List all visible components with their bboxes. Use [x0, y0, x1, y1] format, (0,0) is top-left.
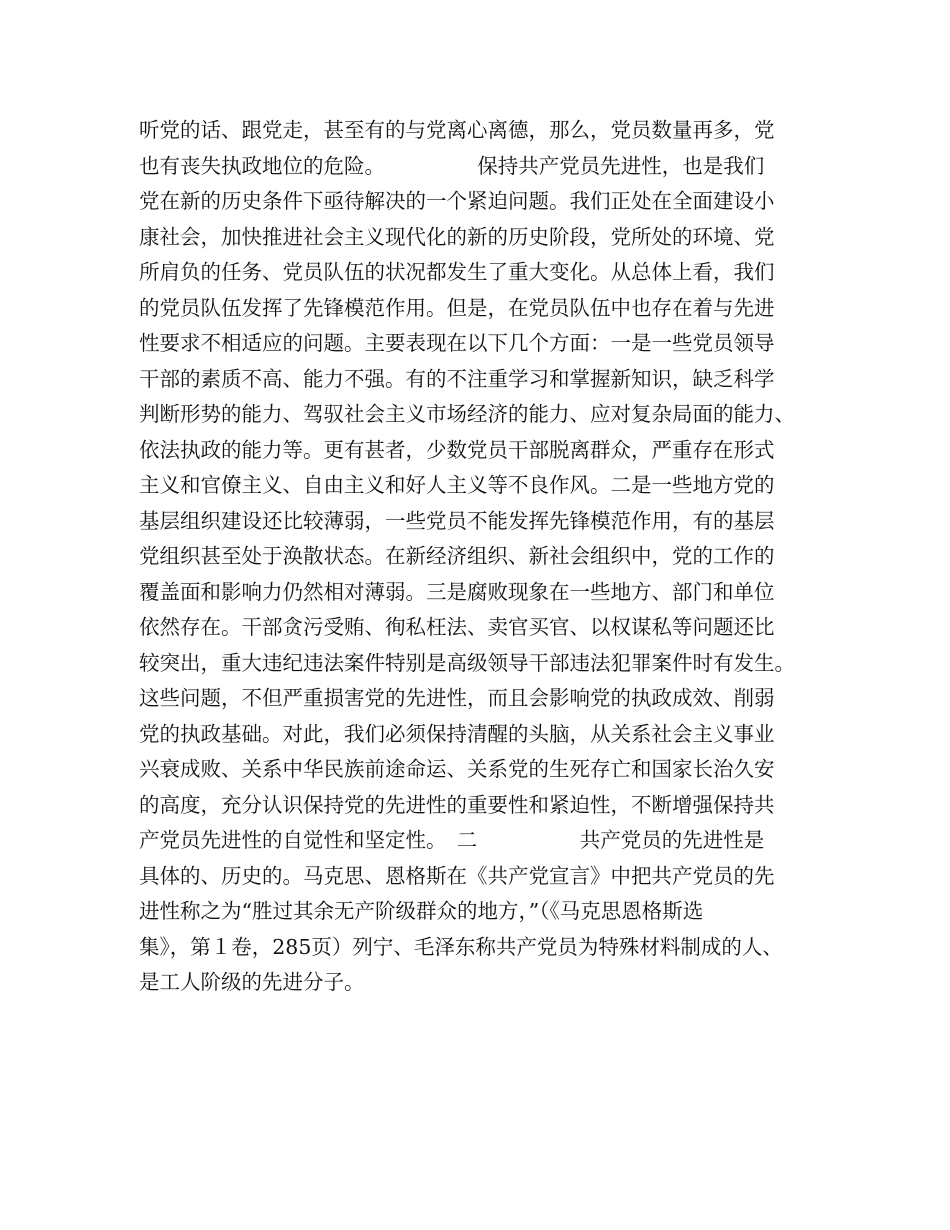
text-line: 党在新的历史条件下亟待解决的一个紧迫问题。我们正处在全面建设小	[139, 189, 775, 213]
text-line: 性要求不相适应的问题。主要表现在以下几个方面：一是一些党员领导	[139, 331, 775, 355]
text-line: 基层组织建设还比较薄弱，一些党员不能发挥先锋模范作用，有的基层	[139, 508, 775, 533]
text-line: 听党的话、跟党走，甚至有的与党离心离德，那么，党员数量再多，党	[139, 118, 775, 142]
text-line: 党的执政基础。对此，我们必须保持清醒的头脑，从关系社会主义事业	[139, 721, 775, 746]
body-text	[139, 113, 839, 1001]
text-line: 的高度，充分认识保持党的先进性的重要性和紧迫性，不断增强保持共	[139, 792, 775, 817]
text-line: 康社会，加快推进社会主义现代化的新的历史阶段，党所处的环境、党	[139, 224, 775, 249]
text-line: 判断形势的能力、驾驭社会主义市场经济的能力、应对复杂局面的能力、	[139, 402, 795, 426]
text-line: 也有丧失执政地位的危险。 保持共产党员先进性，也是我们	[139, 153, 765, 178]
text-line: 的党员队伍发挥了先锋模范作用。但是，在党员队伍中也存在着与先进	[139, 295, 775, 320]
text-line: 集》，第１卷，285页）列宁、毛泽东称共产党员为特殊材料制成的人、	[139, 934, 783, 959]
text-line: 所肩负的任务、党员队伍的状况都发生了重大变化。从总体上看，我们	[139, 260, 775, 284]
text-line: 具体的、历史的。马克思、恩格斯在《共产党宣言》中把共产党员的先	[139, 863, 775, 888]
text-line: 产党员先进性的自觉性和坚定性。 二 共产党员的先进性是	[139, 828, 765, 852]
text-line: 是工人阶级的先进分子。	[139, 970, 365, 994]
text-line: 兴衰成败、关系中华民族前途命运、关系党的生死存亡和国家长治久安	[139, 757, 775, 781]
text-line: 依法执政的能力等。更有甚者，少数党员干部脱离群众，严重存在形式	[139, 437, 775, 462]
text-line: 较突出，重大违纪违法案件特别是高级领导干部违法犯罪案件时有发生。	[139, 650, 795, 675]
text-line: 依然存在。干部贪污受贿、徇私枉法、卖官买官、以权谋私等问题还比	[139, 615, 775, 639]
text-line: 党组织甚至处于涣散状态。在新经济组织、新社会组织中，党的工作的	[139, 544, 775, 568]
text-line: 主义和官僚主义、自由主义和好人主义等不良作风。二是一些地方党的	[139, 473, 775, 497]
text-line: 覆盖面和影响力仍然相对薄弱。三是腐败现象在一些地方、部门和单位	[139, 579, 775, 604]
text-line: 这些问题，不但严重损害党的先进性，而且会影响党的执政成效、削弱	[139, 686, 775, 710]
text-line: 进性称之为“胜过其余无产阶级群众的地方，”（《马克思恩格斯选	[139, 899, 704, 923]
text-line: 干部的素质不高、能力不强。有的不注重学习和掌握新知识，缺乏科学	[139, 366, 775, 391]
